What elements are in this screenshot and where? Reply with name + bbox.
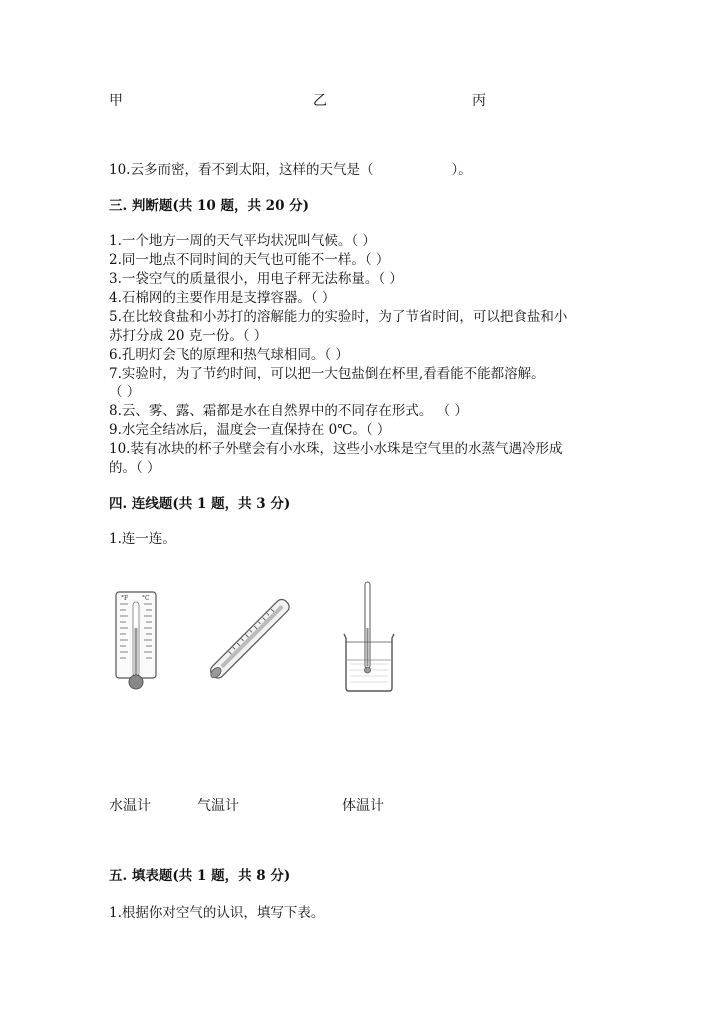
judge-item-1: 1.一个地方一周的天气平均状况叫气候。（ ） <box>109 233 376 249</box>
label-water-thermometer: 水温计 <box>109 798 151 814</box>
label-yi: 乙 <box>313 93 327 109</box>
judge-item-5-line2: 苏打分成 20 克一份。（ ） <box>109 328 268 344</box>
judge-item-2: 2.同一地点不同时间的天气也可能不一样。（ ） <box>109 252 390 268</box>
judge-item-10-line1: 10.装有冰块的杯子外壁会有小水珠，这些小水珠是空气里的水蒸气遇冷形成 <box>109 441 563 457</box>
judge-item-5-line1: 5.在比较食盐和小苏打的溶解能力的实验时，为了节省时间，可以把食盐和小 <box>109 309 568 325</box>
label-air-thermometer: 气温计 <box>197 798 239 814</box>
beaker-thermometer-image <box>338 580 400 694</box>
wall-thermometer-image <box>112 588 160 692</box>
section-4-question: 1.连一连。 <box>109 531 176 547</box>
judge-item-7-line2: （ ） <box>109 384 141 400</box>
svg-text:°F: °F <box>121 595 129 602</box>
judge-item-10-line2: 的。（ ） <box>109 460 161 476</box>
section-3-title: 三. 判断题(共 10 题，共 20 分) <box>109 198 310 214</box>
svg-text:°C: °C <box>142 595 150 602</box>
judge-item-4: 4.石棉网的主要作用是支撑容器。（ ） <box>109 290 336 306</box>
judge-item-8: 8.云、雾、露、霜都是水在自然界中的不同存在形式。 （ ） <box>109 403 468 419</box>
judge-item-9: 9.水完全结冰后，温度会一直保持在 0℃。（ ） <box>109 422 391 438</box>
judge-item-6: 6.孔明灯会飞的原理和热气球相同。（ ） <box>109 347 349 363</box>
section-4-title: 四. 连线题(共 1 题，共 3 分) <box>109 496 291 512</box>
label-jia: 甲 <box>109 93 123 109</box>
judge-item-3: 3.一袋空气的质量很小，用电子秤无法称量。（ ） <box>109 271 403 287</box>
section-5-title: 五. 填表题(共 1 题，共 8 分) <box>109 868 291 884</box>
label-bing: 丙 <box>472 93 486 109</box>
clinical-thermometer-image <box>196 582 308 694</box>
label-body-thermometer: 体温计 <box>342 798 384 814</box>
question-10-choice: 10.云多而密，看不到太阳，这样的天气是（ ）。 <box>109 162 472 178</box>
section-5-question: 1.根据你对空气的认识，填写下表。 <box>109 905 325 921</box>
judge-item-7-line1: 7.实验时，为了节约时间，可以把一大包盐倒在杯里,看看能不能都溶解。 <box>109 366 545 382</box>
